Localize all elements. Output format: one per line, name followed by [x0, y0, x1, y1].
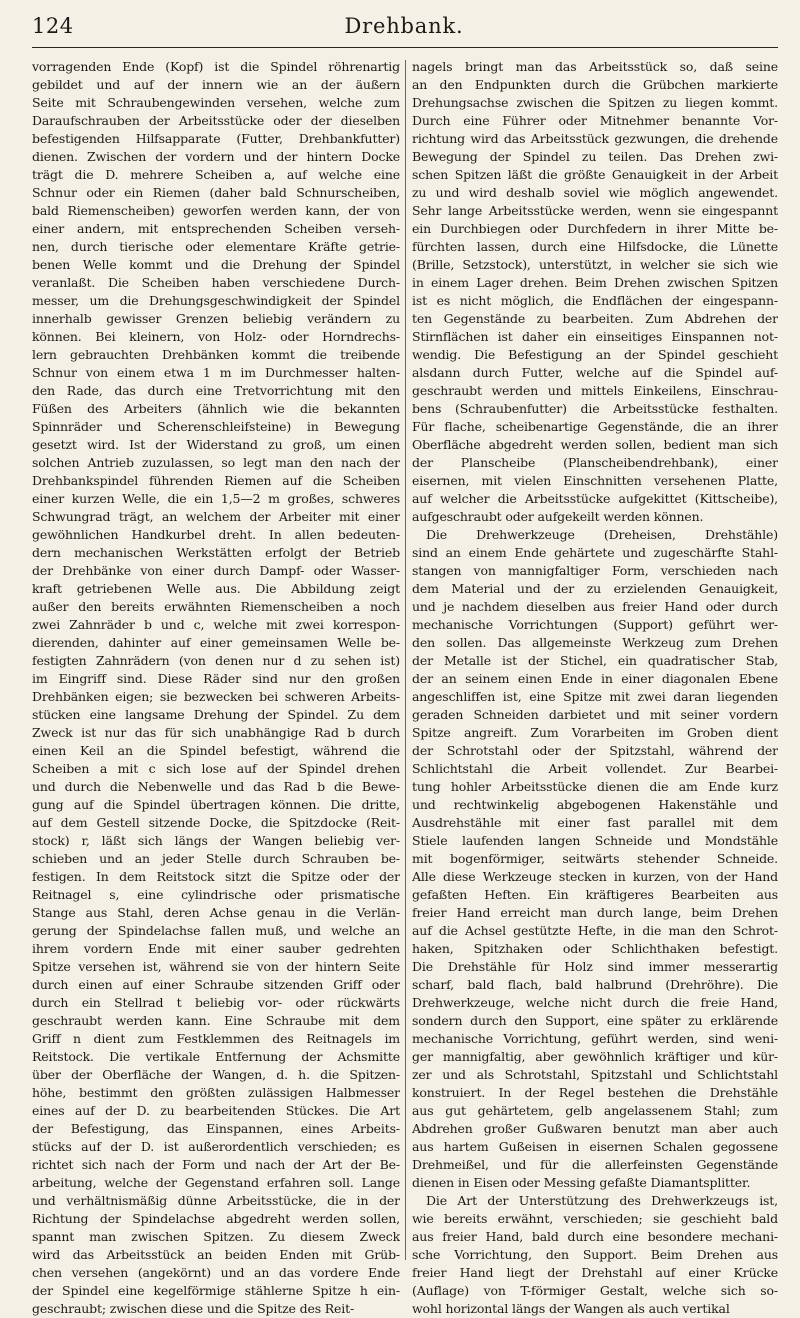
text-line: zwei Zahnräder b und c, welche mit zwei korrespon- — [32, 617, 400, 632]
text-line: stock) r, läßt sich längs der Wangen beliebig ver- — [32, 833, 400, 848]
text-line: und je nachdem dieselben aus freier Hand oder durch — [412, 599, 778, 614]
text-line: Oberfläche abgedreht werden sollen, bedient man sich — [412, 437, 778, 452]
text-line: mit bogenförmiger, seitwärts stehender Schneide. — [412, 851, 778, 866]
text-line: befestigenden Hilfsapparate (Futter, Drehbankfutter) — [32, 131, 400, 146]
text-line: auf welcher die Arbeitsstücke aufgekittet (Kittscheibe), — [412, 491, 778, 506]
text-line: gebildet und auf der innern wie an der äußern — [32, 77, 400, 92]
text-line: der an seinem einen Ende in einer diagonalen Ebene — [412, 671, 778, 686]
text-line: eines auf der D. zu bearbeitenden Stückes. Die Art — [32, 1103, 400, 1118]
text-line: sind an einem Ende gehärtete und zugeschärfte Stahl- — [412, 545, 778, 560]
text-line: schen Spitzen läßt die größte Genauigkeit in der Arbeit — [412, 167, 778, 182]
text-line: haken, Spitzhaken oder Schlichthaken befestigt. — [412, 941, 778, 956]
text-line: durch einen auf einer Schraube sitzenden Griff oder — [32, 977, 400, 992]
page-number: 124 — [32, 14, 74, 38]
text-line: dem Material und der zu erzielenden Genauigkeit, — [412, 581, 778, 596]
text-line: fürchten lassen, durch eine Hilfsdocke, die Lünette — [412, 239, 778, 254]
text-line: vorragenden Ende (Kopf) ist die Spindel röhrenartig — [32, 59, 400, 74]
text-line: Reitnagel s, eine cylindrische oder prismatische — [32, 887, 400, 902]
text-line: geschraubt werden und mittels Einkeilens, Einschrau- — [412, 383, 778, 398]
text-line: gung auf die Spindel übertragen können. Die dritte, — [32, 797, 400, 812]
text-line: Bewegung der Spindel zu teilen. Das Drehen zwi- — [412, 149, 778, 164]
text-line: Sehr lange Arbeitsstücke werden, wenn sie eingespannt — [412, 203, 778, 218]
text-line: durch ein Stellrad t beliebig vor- oder rückwärts — [32, 995, 400, 1010]
text-line: Seite mit Schraubengewinden versehen, welche zum — [32, 95, 400, 110]
text-line: Durch eine Führer oder Mitnehmer benannte Vor- — [412, 113, 778, 128]
text-line: gerung der Spindelachse fallen muß, und welche an — [32, 923, 400, 938]
header-rule — [32, 47, 778, 48]
text-line: einer kurzen Welle, die ein 1,5—2 m großes, schweres — [32, 491, 400, 506]
text-line: sondern durch den Support, eine später zu erklärende — [412, 1013, 778, 1028]
text-line: höhe, bestimmt den größten zulässigen Halbmesser — [32, 1085, 400, 1100]
text-line: freier Hand liegt der Drehstahl auf einer Krücke — [412, 1265, 778, 1280]
text-line: Stiele laufenden langen Schneide und Mondstähle — [412, 833, 778, 848]
text-line: im Eingriff sind. Diese Räder sind nur den großen — [32, 671, 400, 686]
text-line: gesetzt wird. Ist der Widerstand zu groß, um einen — [32, 437, 400, 452]
text-line: kraft getriebenen Welle aus. Die Abbildung zeigt — [32, 581, 400, 596]
text-line: ein Durchbiegen oder Durchfedern in ihrer Mitte be- — [412, 221, 778, 236]
text-line: der Drehbänke von einer durch Dampf- oder Wasser- — [32, 563, 400, 578]
text-line: Die Drehwerkzeuge (Dreheisen, Drehstähle) — [426, 527, 778, 542]
text-line: außer den bereits erwähnten Riemenscheiben a noch — [32, 599, 400, 614]
text-line: stücks auf der D. ist außerordentlich verschieden; es — [32, 1139, 400, 1154]
text-line: der Schrotstahl oder der Spitzstahl, während der — [412, 743, 778, 758]
page-header — [32, 10, 776, 48]
text-line: wie bereits erwähnt, verschieden; sie geschieht bald — [412, 1211, 778, 1226]
text-line: Scheiben a mit c sich lose auf der Spindel drehen — [32, 761, 400, 776]
text-line: Drehmeißel, und für die allerfeinsten Gegenstände — [412, 1157, 778, 1172]
text-line: wohl horizontal längs der Wangen als auch vertikal — [412, 1301, 730, 1316]
text-line: Spinnräder und Scherenschleifsteine) in Bewegung — [32, 419, 400, 434]
text-line: Stirnflächen ist daher ein einseitiges Einspannen not- — [412, 329, 778, 344]
text-line: gewöhnlichen Handkurbel dreht. In allen bedeuten- — [32, 527, 400, 542]
text-line: und rechtwinkelig abgebogenen Hakenstähle und — [412, 797, 778, 812]
text-line: scharf, bald flach, bald halbrund (Drehröhre). Die — [412, 977, 778, 992]
text-line: aus hartem Gußeisen in eisernen Schalen gegossene — [412, 1139, 778, 1154]
text-line: Daraufschrauben der Arbeitsstücke oder der dieselben — [32, 113, 400, 128]
text-line: Die Drehstähle für Holz sind immer messerartig — [412, 959, 778, 974]
text-line: messer, um die Drehungsgeschwindigkeit der Spindel — [32, 293, 400, 308]
text-line: Drehbänken eigen; sie bezwecken bei schweren Arbeits- — [32, 689, 400, 704]
text-line: Drehungsachse zwischen die Spitzen zu liegen kommt. — [412, 95, 778, 110]
text-line: zer und als Schrotstahl, Spitzstahl und Schlichtstahl — [412, 1067, 778, 1082]
column-divider — [405, 60, 406, 1260]
text-line: Griff n dient zum Festklemmen des Reitnagels im — [32, 1031, 400, 1046]
text-line: aus gut gehärtetem, gelb angelassenem Stahl; zum — [412, 1103, 778, 1118]
text-line: Richtung der Spindelachse abgedreht werden sollen, — [32, 1211, 400, 1226]
text-line: und durch die Nebenwelle und das Rad b die Bewe- — [32, 779, 400, 794]
text-line: solchen Antrieb zuzulassen, so legt man den nach der — [32, 455, 400, 470]
text-line: richtung wird das Arbeitsstück gezwungen, die drehende — [412, 131, 778, 146]
text-line: Schwungrad trägt, an welchem der Arbeiter mit einer — [32, 509, 400, 524]
text-line: Schnur von einem etwa 1 m im Durchmesser halten- — [32, 365, 400, 380]
text-line: benen Welle kommt und die Drehung der Spindel — [32, 257, 400, 272]
text-line: schieben und an jeder Stelle durch Schrauben be- — [32, 851, 400, 866]
text-line: der Befestigung, das Einspannen, eines Arbeits- — [32, 1121, 400, 1136]
left-column — [32, 58, 400, 1316]
text-line: auf dem Gestell sitzende Docke, die Spitzdocke (Reit- — [32, 815, 400, 830]
text-line: richtet sich nach der Form und nach der Art der Be- — [32, 1157, 400, 1172]
text-line: mechanische Vorrichtung, geführt werden, sind weni- — [412, 1031, 778, 1046]
text-line: Reitstock. Die vertikale Entfernung der Achsmitte — [32, 1049, 400, 1064]
text-line: dienen. Zwischen der vordern und der hintern Docke — [32, 149, 400, 164]
text-line: festigen. In dem Reitstock sitzt die Spitze oder der — [32, 869, 400, 884]
text-line: an den Endpunkten durch die Grübchen markierte — [412, 77, 778, 92]
text-line: dern mechanischen Werkstätten erfolgt der Betrieb — [32, 545, 400, 560]
text-line: geraden Schneiden darbietet und mit seiner vordern — [412, 707, 778, 722]
text-line: ten Gegenstände zu bearbeiten. Zum Abdrehen der — [412, 311, 778, 326]
text-line: geschraubt werden kann. Eine Schraube mit dem — [32, 1013, 400, 1028]
text-line: chen versehen (angekörnt) und an das vordere Ende — [32, 1265, 400, 1280]
text-line: Füßen des Arbeiters (ähnlich wie die bekannten — [32, 401, 400, 416]
text-line: Für flache, scheibenartige Gegenstände, die an ihrer — [412, 419, 778, 434]
text-line: Die Art der Unterstützung des Drehwerkzeugs ist, — [426, 1193, 778, 1208]
text-line: auf die Achsel gestützte Hefte, in die man den Schrot- — [412, 923, 778, 938]
text-line: aus freier Hand, bald durch eine besondere mechani- — [412, 1229, 778, 1244]
text-line: der Metalle ist der Stichel, ein quadratischer Stab, — [412, 653, 778, 668]
text-line: den Rade, das durch eine Tretvorrichtung mit den — [32, 383, 400, 398]
text-line: freier Hand erreicht man durch lange, beim Drehen — [412, 905, 778, 920]
text-line: angeschliffen ist, eine Spitze mit zwei daran liegenden — [412, 689, 778, 704]
text-line: nen, durch tierische oder elementare Kräfte getrie- — [32, 239, 400, 254]
text-line: Drehbankspindel führenden Riemen auf die Scheiben — [32, 473, 400, 488]
text-line: alsdann durch Futter, welche auf die Spindel auf- — [412, 365, 778, 380]
text-line: (Brille, Setzstock), unterstützt, in welcher sie sich wie — [412, 257, 778, 272]
text-line: Stange aus Stahl, deren Achse genau in die Verlän- — [32, 905, 400, 920]
text-line: wendig. Die Befestigung an der Spindel geschieht — [412, 347, 778, 362]
text-line: geschraubt; zwischen diese und die Spitze des Reit- — [32, 1301, 355, 1316]
text-line: nagels bringt man das Arbeitsstück so, daß seine — [412, 59, 778, 74]
text-line: tung hohler Arbeitsstücke dienen die am Ende kurz — [412, 779, 778, 794]
text-line: konstruiert. In der Regel bestehen die Drehstähle — [412, 1085, 778, 1100]
text-line: in einem Lager drehen. Beim Drehen zwischen Spitzen — [412, 275, 778, 290]
text-line: spannt man zwischen Spitzen. Zu diesem Zweck — [32, 1229, 400, 1244]
text-line: bens (Schraubenfutter) die Arbeitsstücke festhalten. — [412, 401, 778, 416]
text-line: zu und wird deshalb soviel wie möglich angewendet. — [412, 185, 778, 200]
text-line: eisernen, mit vielen Einschnitten versehenen Platte, — [412, 473, 778, 488]
text-line: wird das Arbeitsstück an beiden Enden mit Grüb- — [32, 1247, 400, 1262]
text-line: Zweck ist nur das für sich unabhängige Rad b durch — [32, 725, 400, 740]
text-line: Drehwerkzeuge, welche nicht durch die freie Hand, — [412, 995, 778, 1010]
text-line: Alle diese Werkzeuge stecken in kurzen, von der Hand — [412, 869, 778, 884]
running-title: Drehbank. — [344, 14, 464, 38]
text-line: ger mannigfaltig, aber gewöhnlich kräftiger und kür- — [412, 1049, 778, 1064]
text-line: festigten Zahnrädern (von denen nur d zu sehen ist) — [32, 653, 400, 668]
right-column — [412, 58, 778, 1316]
text-line: Spitze angreift. Zum Vorarbeiten im Groben dient — [412, 725, 778, 740]
text-line: (Auflage) von T-förmiger Gestalt, welche sich so- — [412, 1283, 778, 1298]
text-line: und verhältnismäßig dünne Arbeitsstücke, die in der — [32, 1193, 400, 1208]
text-line: über der Oberfläche der Wangen, d. h. die Spitzen- — [32, 1067, 400, 1082]
text-line: Schlichtstahl die Arbeit vollendet. Zur Bearbei- — [412, 761, 778, 776]
text-line: können. Bei kleinern, von Holz- oder Horndrechs- — [32, 329, 400, 344]
text-line: einer andern, mit entsprechenden Scheiben verseh- — [32, 221, 400, 236]
text-line: stangen von mannigfaltiger Form, verschieden nach — [412, 563, 778, 578]
text-line: der Spindel eine kegelförmige stählerne Spitze h ein- — [32, 1283, 400, 1298]
text-line: Schnur oder ein Riemen (daher bald Schnurscheiben, — [32, 185, 400, 200]
text-line: den sollen. Das allgemeinste Werkzeug zum Drehen — [412, 635, 778, 650]
text-line: trägt die D. mehrere Scheiben a, auf welche eine — [32, 167, 400, 182]
text-line: Abdrehen großer Gußwaren benutzt man aber auch — [412, 1121, 778, 1136]
text-line: gefaßten Heften. Ein kräftigeres Bearbeiten aus — [412, 887, 778, 902]
text-line: ist es nicht möglich, die Endflächen der eingespann- — [412, 293, 778, 308]
text-line: aufgeschraubt oder aufgekeilt werden können. — [412, 509, 704, 524]
text-line: innerhalb gewisser Grenzen beliebig verändern zu — [32, 311, 400, 326]
text-line: stücken eine langsame Drehung der Spindel. Zu dem — [32, 707, 400, 722]
text-line: arbeitung, welche der Gegenstand erfahren soll. Lange — [32, 1175, 400, 1190]
text-line: ihrem vordern Ende mit einer sauber gedrehten — [32, 941, 400, 956]
text-line: Ausdrehstähle mit einer fast parallel mit dem — [412, 815, 778, 830]
text-line: Spitze versehen ist, während sie von der hintern Seite — [32, 959, 400, 974]
text-line: einen Keil an die Spindel befestigt, während die — [32, 743, 400, 758]
text-line: sche Vorrichtung, den Support. Beim Drehen aus — [412, 1247, 778, 1262]
text-line: veranlaßt. Die Scheiben haben verschiedene Durch- — [32, 275, 400, 290]
text-line: der Planscheibe (Planscheibendrehbank), einer — [412, 455, 778, 470]
text-line: dienen in Eisen oder Messing gefaßte Diamantsplitter. — [412, 1175, 751, 1190]
text-line: lern gebrauchten Drehbänken kommt die treibende — [32, 347, 400, 362]
text-line: dierenden, dahinter auf einer gemeinsamen Welle be- — [32, 635, 400, 650]
text-line: mechanische Vorrichtungen (Support) geführt wer- — [412, 617, 778, 632]
text-line: bald Riemenscheiben) geworfen werden kann, der von — [32, 203, 400, 218]
